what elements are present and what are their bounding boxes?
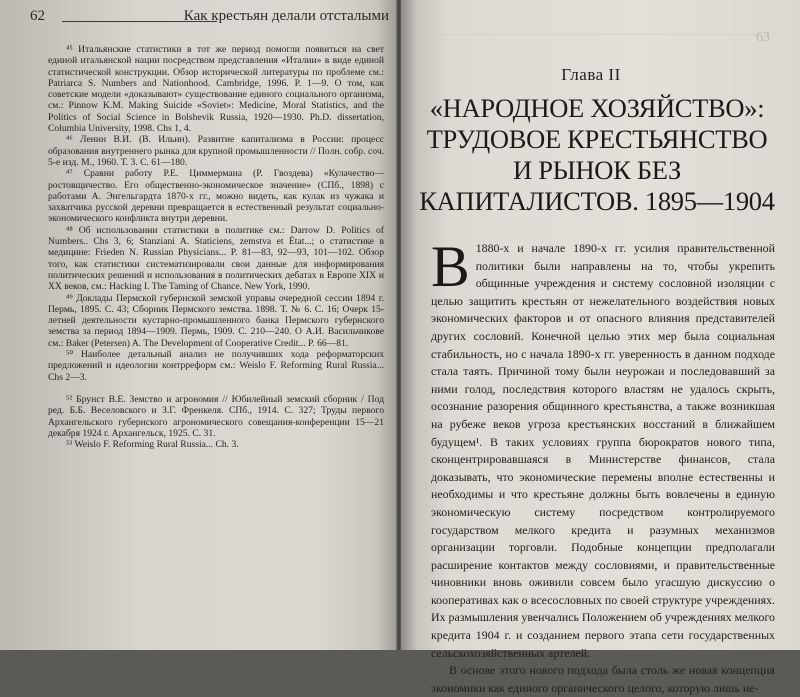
footnote: ⁵² Брунст В.Е. Земство и агрономия // Юбилейный земский сборник / Под ред. Б.Б. Веселовского и З.Г. Френкеля. СПб., 1914. С. 327; Труды первого Архангельского губернского агрономического совещания-конференции 15—21 декабря 1924 г. Архангельск, 1925. С. 31. [48, 393, 384, 439]
footnote: ⁵³ Weislo F. Reforming Rural Russia... Ch. 3. [66, 439, 239, 451]
footnote: ⁴⁵ Итальянские статистики в тот же период помогли появиться на свет единой итальянской нации посредством представления «Италии» в виде единой статистической конструкции. Обзор исторической литературы по проблеме см.: Patriarca S. Numbers and Nationhood. Cambridge, 1996. P. 1—9. О том, как советские модели «доказывают» существование единого социального организма, см.: Pinnow K.M. Making Suicide «Soviet»: Medicine, Moral Statistics, and the Politics of Social Science in Bolshevik Russia, 1920—1930. Ph.D. dissertation, Columbia University, 1998. Chs 1, 4. [48, 44, 384, 135]
running-head-title: Как крестьян делали отсталыми [183, 8, 389, 24]
right-page [401, 0, 800, 695]
chapter-body [431, 234, 775, 697]
footnote: ⁴⁸ Об использовании статистики в политике см.: Darrow D. Politics of Numbers.. Chs 3, 6; Stanziani A. Staticiens, zemstva et État...; о статистике в медицине: Frieden N. Russian Physicians... P. 81—83, 92—93, 101—102. Обзор того, как статистики систематизировали свои данные для информирования политических решений и использования в политических дебатах в Европе XIX и XX веков, см.: Hacking I. The Taming of Chance. New York, 1990. [48, 224, 384, 293]
footnote: ⁴⁹ Доклады Пермской губернской земской управы очередной сессии 1894 г. Пермь, 1895. С. 43; Сборник Пермского земства. 1898. Т. № 6. С. 16; Очерк 15-летней деятельности кустарно-промышленного банка Пермского губернского земства за период 1894—1909. Пермь, 1909. С. 210—240. О А.И. Васильчикове см.: Baker (Petersen) A. The Development of Cooperative Credit... P. 66—81. [48, 292, 384, 349]
footnote: ⁴⁶ Ленин В.И. (В. Ильин). Развитие капитализма в России: процесс образования внутреннего рынка для крупной промышленности // Полн. собр. соч. 5-е изд. М., 1960. Т. 3. С. 61—180. [48, 134, 384, 168]
chapter-title: «НАРОДНОЕ ХОЗЯЙСТВО»: ТРУДОВОЕ КРЕСТЬЯНСТВО И РЫНОК БЕЗ КАПИТАЛИСТОВ. 1895—1904 [419, 93, 775, 216]
body-paragraph: В основе этого нового подхода была столь же новая концепция экономики как единого органического целого, которую лишь не- [431, 663, 775, 695]
footnote: ⁴⁷ Сравни работу Р.Е. Циммермана (Р. Гвоздева) «Кулачество—ростовщичество. Его общественно-экономическое значение» (СПб., 1898) с работами А. Энгельгардта 1870-х гг., можно видеть, как кулак из чужака и захватчика русской деревни превращается в естественный результат социально-экономического конфликта внутри деревни. [48, 168, 384, 225]
running-head [30, 8, 389, 28]
paragraph-text: 1880-х и начале 1890-х гг. усилия правительственной политики были направлены на то, чтобы укрепить общинные учреждения и систему сословной изоляции с целью защитить крестьян от нежелательного воздействия новых экономических факторов и от опасного влияния представителей других сословий. Конечной целью этих мер была социальная стабильность, но с начала 1890-х гг. уверенность в данном подходе стала таять. Причиной тому были неурожаи и последовавший за ними голод, последствия которого властям не удалось скрыть, осознание разорения общинного крестьянства, а также возникшая на рубеже веков угроза крестьянских восстаний в ближайшем будущем¹. В таких условиях группа бюрократов нового типа, сконцентрировавшаяся в Министерстве финансов, стала доказывать, что экономические перемены вполне естественны и необходимы и что крестьяне должны быть вовлечены в единую экономическую систему посредством контролируемого государством мелкого кредита и разумных механизмов организации торговли. Подобные концепции предполагали расширение контактов между сословиями, и правительственные чиновники вновь оживили совсем было угасшую дискуссию о кооперативах как о всесословных по своей структуре учреждениях. Их размышления увенчались Положением об учреждениях мелкого кредита 1904 г. и созданием первого этапа сети государственных сельскохозяйственных артелей. [431, 241, 775, 660]
footnotes [48, 44, 384, 450]
page-number: 62 [30, 8, 45, 24]
drop-cap: В [431, 234, 470, 299]
chapter-label: Глава II [561, 65, 621, 84]
left-page [0, 0, 397, 650]
faint-header-rule [431, 34, 771, 45]
body-paragraph [431, 234, 775, 662]
footnote: ⁵⁰ Наиболее детальный анализ не получивших хода реформаторских предложений и идеологии контрреформ см.: Weislo F. Reforming Rural Russia... Chs 2—3. [48, 349, 384, 383]
page-number: 63 [756, 30, 770, 45]
